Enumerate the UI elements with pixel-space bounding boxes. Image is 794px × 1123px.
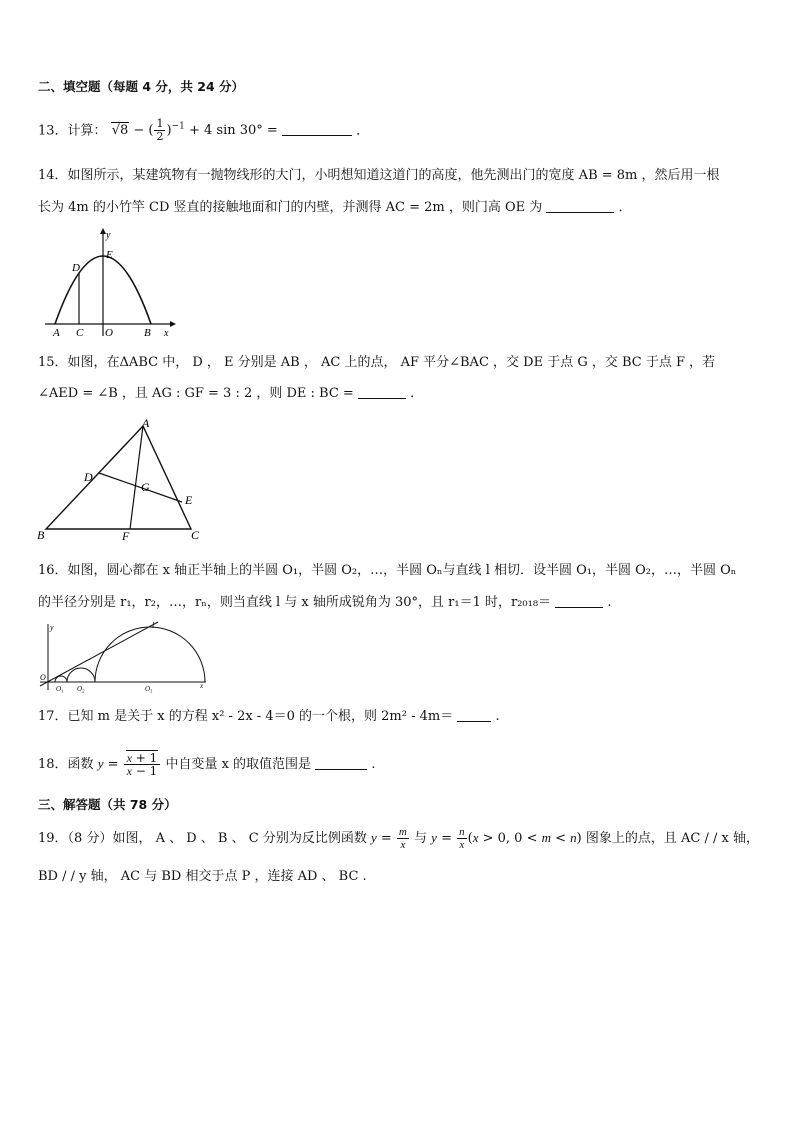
semicircle-o2 bbox=[67, 668, 95, 682]
q15-triangle-figure bbox=[36, 414, 211, 544]
section-heading-solutions: 三、解答题（共 78 分） bbox=[38, 797, 177, 812]
segment-af bbox=[130, 426, 143, 529]
label-y: y bbox=[106, 230, 111, 241]
question-19-line1: 19．（8 分）如图， A 、 D 、 B 、 C 分别为反比例函数 y = $\frac{m}{x}$ 与 y = $\frac{n}{x}$ (x > 0, 0 < m < n) 图象上的点，且 AC / / x 轴， bbox=[38, 826, 759, 851]
label-d: D bbox=[72, 262, 80, 274]
question-14-line2: 长为 4m 的小竹竿 CD 竖直的接触地面和门的内壁，并测得 AC = 2m ，则门高 OE 为 ． bbox=[38, 200, 632, 215]
x-axis-arrow-icon bbox=[170, 321, 176, 327]
q17-answer-blank[interactable] bbox=[457, 707, 491, 722]
label-e: E bbox=[185, 493, 193, 507]
label-e: E bbox=[106, 249, 113, 261]
label-o1: O₁ bbox=[56, 685, 64, 693]
label-g: G bbox=[141, 480, 150, 494]
label-x: x bbox=[164, 328, 169, 339]
label-y: y bbox=[50, 623, 54, 632]
question-16-line2: 的半径分别是 r₁，r₂，…，rₙ，则当直线 l 与 x 轴所成锐角为 30°，且 r₁＝1 时，r₂₀₁₈＝ . bbox=[38, 595, 612, 610]
label-d: D bbox=[84, 470, 93, 484]
question-15-line2: ∠AED = ∠B ，且 AG : GF = 3 : 2 ，则 DE : BC = ． bbox=[38, 386, 424, 401]
semicircle-o3 bbox=[95, 627, 205, 682]
q19-function-m: y = $\frac{m}{x}$ bbox=[370, 826, 407, 851]
question-13: 13．计算： √8 − ( $\frac{1}{2}$ )$^{-1}$ + 4 sin 30° = ． bbox=[38, 117, 370, 144]
label-a: A bbox=[53, 327, 60, 339]
q16-semicircles-figure bbox=[38, 620, 210, 695]
label-o2: O₂ bbox=[77, 685, 85, 693]
label-x: x bbox=[200, 682, 204, 690]
q14-answer-blank[interactable] bbox=[546, 198, 614, 213]
q13-answer-blank[interactable] bbox=[282, 121, 352, 136]
label-o: O bbox=[40, 673, 46, 682]
label-c: C bbox=[76, 327, 84, 339]
q13-number: 13．计算： bbox=[38, 123, 107, 139]
question-15-line1: 15．如图，在ΔABC 中， D ， E 分别是 AB ， AC 上的点， AF 平分∠BAC ，交 DE 于点 G ，交 BC 于点 F ，若 bbox=[38, 355, 716, 370]
question-19-line2: BD / / y 轴， AC 与 BD 相交于点 P ，连接 AD 、 BC . bbox=[38, 869, 367, 884]
label-o3: O₃ bbox=[145, 685, 153, 693]
section-heading-fill-in: 二、填空题（每题 4 分，共 24 分） bbox=[38, 79, 245, 94]
label-b: B bbox=[144, 327, 151, 339]
q18-answer-blank[interactable] bbox=[315, 755, 367, 770]
question-18: 18．函数 y = $\frac{x + 1}{x - 1}$ 中自变量 x 的取值范围是 . bbox=[38, 751, 376, 778]
q19-function-n: y = $\frac{n}{x}$ (x > 0, 0 < m < n) bbox=[431, 826, 582, 851]
question-14-line1: 14．如图所示，某建筑物有一抛物线形的大门，小明想知道这道门的高度，他先测出门的宽度 AB = 8m ，然后用一根 bbox=[38, 168, 720, 183]
label-b: B bbox=[37, 528, 45, 542]
label-l: l bbox=[152, 621, 155, 630]
q15-answer-blank[interactable] bbox=[358, 384, 406, 399]
label-a: A bbox=[142, 416, 150, 430]
q16-answer-blank[interactable] bbox=[555, 593, 603, 608]
question-16-line1: 16．如图，圆心都在 x 轴正半轴上的半圆 O₁，半圆 O₂，…，半圆 Oₙ与直线 l 相切．设半圆 O₁，半圆 O₂，…，半圆 Oₙ bbox=[38, 563, 737, 578]
label-c: C bbox=[191, 528, 200, 542]
q18-function: y = $\frac{x + 1}{x - 1}$ bbox=[98, 757, 162, 772]
label-o: O bbox=[105, 327, 113, 339]
label-f: F bbox=[122, 529, 130, 543]
q13-expression: √8 − ( $\frac{1}{2}$ )$^{-1}$ + 4 sin 30° = bbox=[111, 117, 278, 144]
question-17: 17．已知 m 是关于 x 的方程 x² - 2x - 4＝0 的一个根，则 2m² - 4m＝ . bbox=[38, 709, 500, 724]
triangle-abc bbox=[46, 426, 191, 529]
q14-parabola-figure bbox=[40, 228, 175, 340]
